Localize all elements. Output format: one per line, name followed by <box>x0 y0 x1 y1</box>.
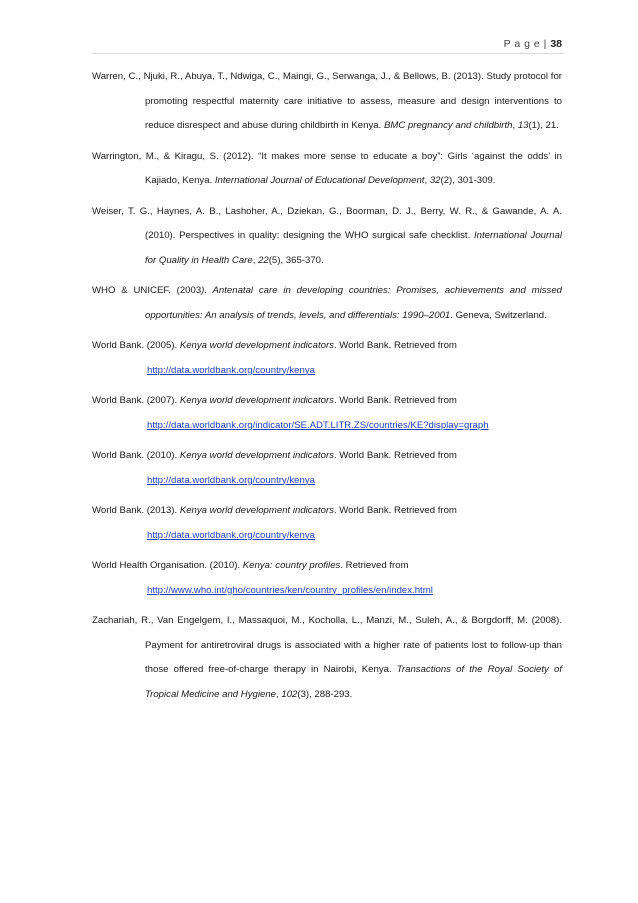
ref-volume: 32 <box>429 175 441 186</box>
ref-issue-pages: (3), 288-293. <box>297 688 353 700</box>
ref-issue-pages: (2), 301-309. <box>440 175 496 186</box>
ref-authors-title: Weiser, T. G., Haynes, A. B., Lashoher, A., Dziekan, G., Boorman, D. J., Berry, W. R., & Gawande, A. A. (2010). Perspectives in quality: designing the WHO surgical safe checklist. <box>92 205 562 241</box>
ref-authors-title: WHO & UNICEF. (2003 <box>92 285 202 296</box>
ref-authors-title: World Bank. (2013). <box>92 505 180 516</box>
ref-volume: 102 <box>281 688 298 700</box>
ref-journal: Transactions of the Royal Society of Tropical Medicine and Hygiene <box>145 664 562 700</box>
header-separator: | <box>543 38 547 50</box>
reference-link[interactable]: http://data.worldbank.org/country/kenya <box>147 529 315 541</box>
reference-list <box>92 65 562 713</box>
reference-link[interactable]: http://www.who.int/gho/countries/ken/country_profiles/en/index.html <box>147 584 433 596</box>
ref-retrieved: . World Bank. Retrieved from <box>333 505 457 516</box>
ref-issue-pages: (1), 21. <box>528 120 559 131</box>
ref-title: Kenya world development indicators <box>179 395 334 406</box>
reference-entry <box>92 499 562 548</box>
reference-link[interactable]: http://data.worldbank.org/indicator/SE.ADT.LITR.ZS/countries/KE?display=graph <box>147 419 489 431</box>
reference-entry <box>92 609 562 707</box>
ref-authors-title: World Bank. (2007). <box>92 395 180 406</box>
ref-authors-title: World Bank. (2010). <box>92 450 180 461</box>
ref-retrieved: . World Bank. Retrieved from <box>333 395 457 406</box>
ref-title: ). Antenatal care in developing countries: Promises, achievements and missed opportunities: An analysis of trends, levels, and differentials: 1990–2001 <box>145 285 562 321</box>
ref-separator: . <box>450 309 453 321</box>
ref-separator: , <box>424 175 430 186</box>
reference-entry <box>92 279 562 328</box>
ref-separator: , <box>512 120 518 131</box>
ref-authors-title: Zachariah, R., Van Engelgem, I., Massaquoi, M., Kocholla, L., Manzi, M., Suleh, A., & Borgdorff, M. (2008). Payment for antiretroviral drugs is associated with a higher rate of patients lost to follow-up than those offered free-of-charge therapy in Nairobi, Kenya. <box>92 615 562 675</box>
ref-separator: , <box>276 688 282 700</box>
ref-title: Kenya: country profiles <box>242 560 341 571</box>
ref-title: Kenya world development indicators <box>179 340 334 351</box>
reference-entry <box>92 334 562 383</box>
ref-retrieved: . Retrieved from <box>340 560 409 571</box>
ref-journal: International Journal for Quality in Health Care <box>145 230 562 266</box>
ref-retrieved: . World Bank. Retrieved from <box>333 450 457 461</box>
reference-link[interactable]: http://data.worldbank.org/country/kenya <box>147 474 315 486</box>
page-number: 38 <box>550 38 562 50</box>
reference-entry <box>92 65 562 139</box>
ref-title: Kenya world development indicators <box>179 450 334 461</box>
ref-journal: International Journal of Educational Development <box>214 175 425 186</box>
ref-volume: 13 <box>517 120 529 131</box>
header-rule <box>92 53 564 54</box>
reference-entry <box>92 200 562 274</box>
reference-entry <box>92 389 562 438</box>
reference-entry <box>92 444 562 493</box>
ref-issue-pages: (5), 365-370. <box>268 254 324 266</box>
ref-authors-title: Warren, C., Njuki, R., Abuya, T., Ndwiga, C., Maingi, G., Serwanga, J., & Bellows, B. (2013). Study protocol for promoting respectful maternity care initiative to assess, measure and design interventions to reduce disrespect and abuse during childbirth in Kenya. <box>92 71 562 131</box>
page-label: P a g e <box>503 38 541 50</box>
ref-title: Kenya world development indicators <box>179 505 334 516</box>
ref-separator: , <box>252 254 259 266</box>
ref-authors-title: World Health Organisation. (2010). <box>92 560 243 571</box>
ref-journal: BMC pregnancy and childbirth <box>383 120 513 131</box>
ref-authors-title: World Bank. (2005). <box>92 340 180 351</box>
page-header <box>504 38 562 50</box>
reference-entry <box>92 145 562 194</box>
ref-volume: 22 <box>258 254 269 266</box>
ref-retrieved: . World Bank. Retrieved from <box>333 340 457 351</box>
ref-location: Geneva, Switzerland. <box>452 309 547 321</box>
reference-entry <box>92 554 562 603</box>
reference-link[interactable]: http://data.worldbank.org/country/kenya <box>147 364 315 376</box>
ref-authors-title: Warrington, M., & Kiragu, S. (2012). “It makes more sense to educate a boy”: Girls ‘against the odds’ in Kajiado, Kenya. <box>92 150 562 186</box>
